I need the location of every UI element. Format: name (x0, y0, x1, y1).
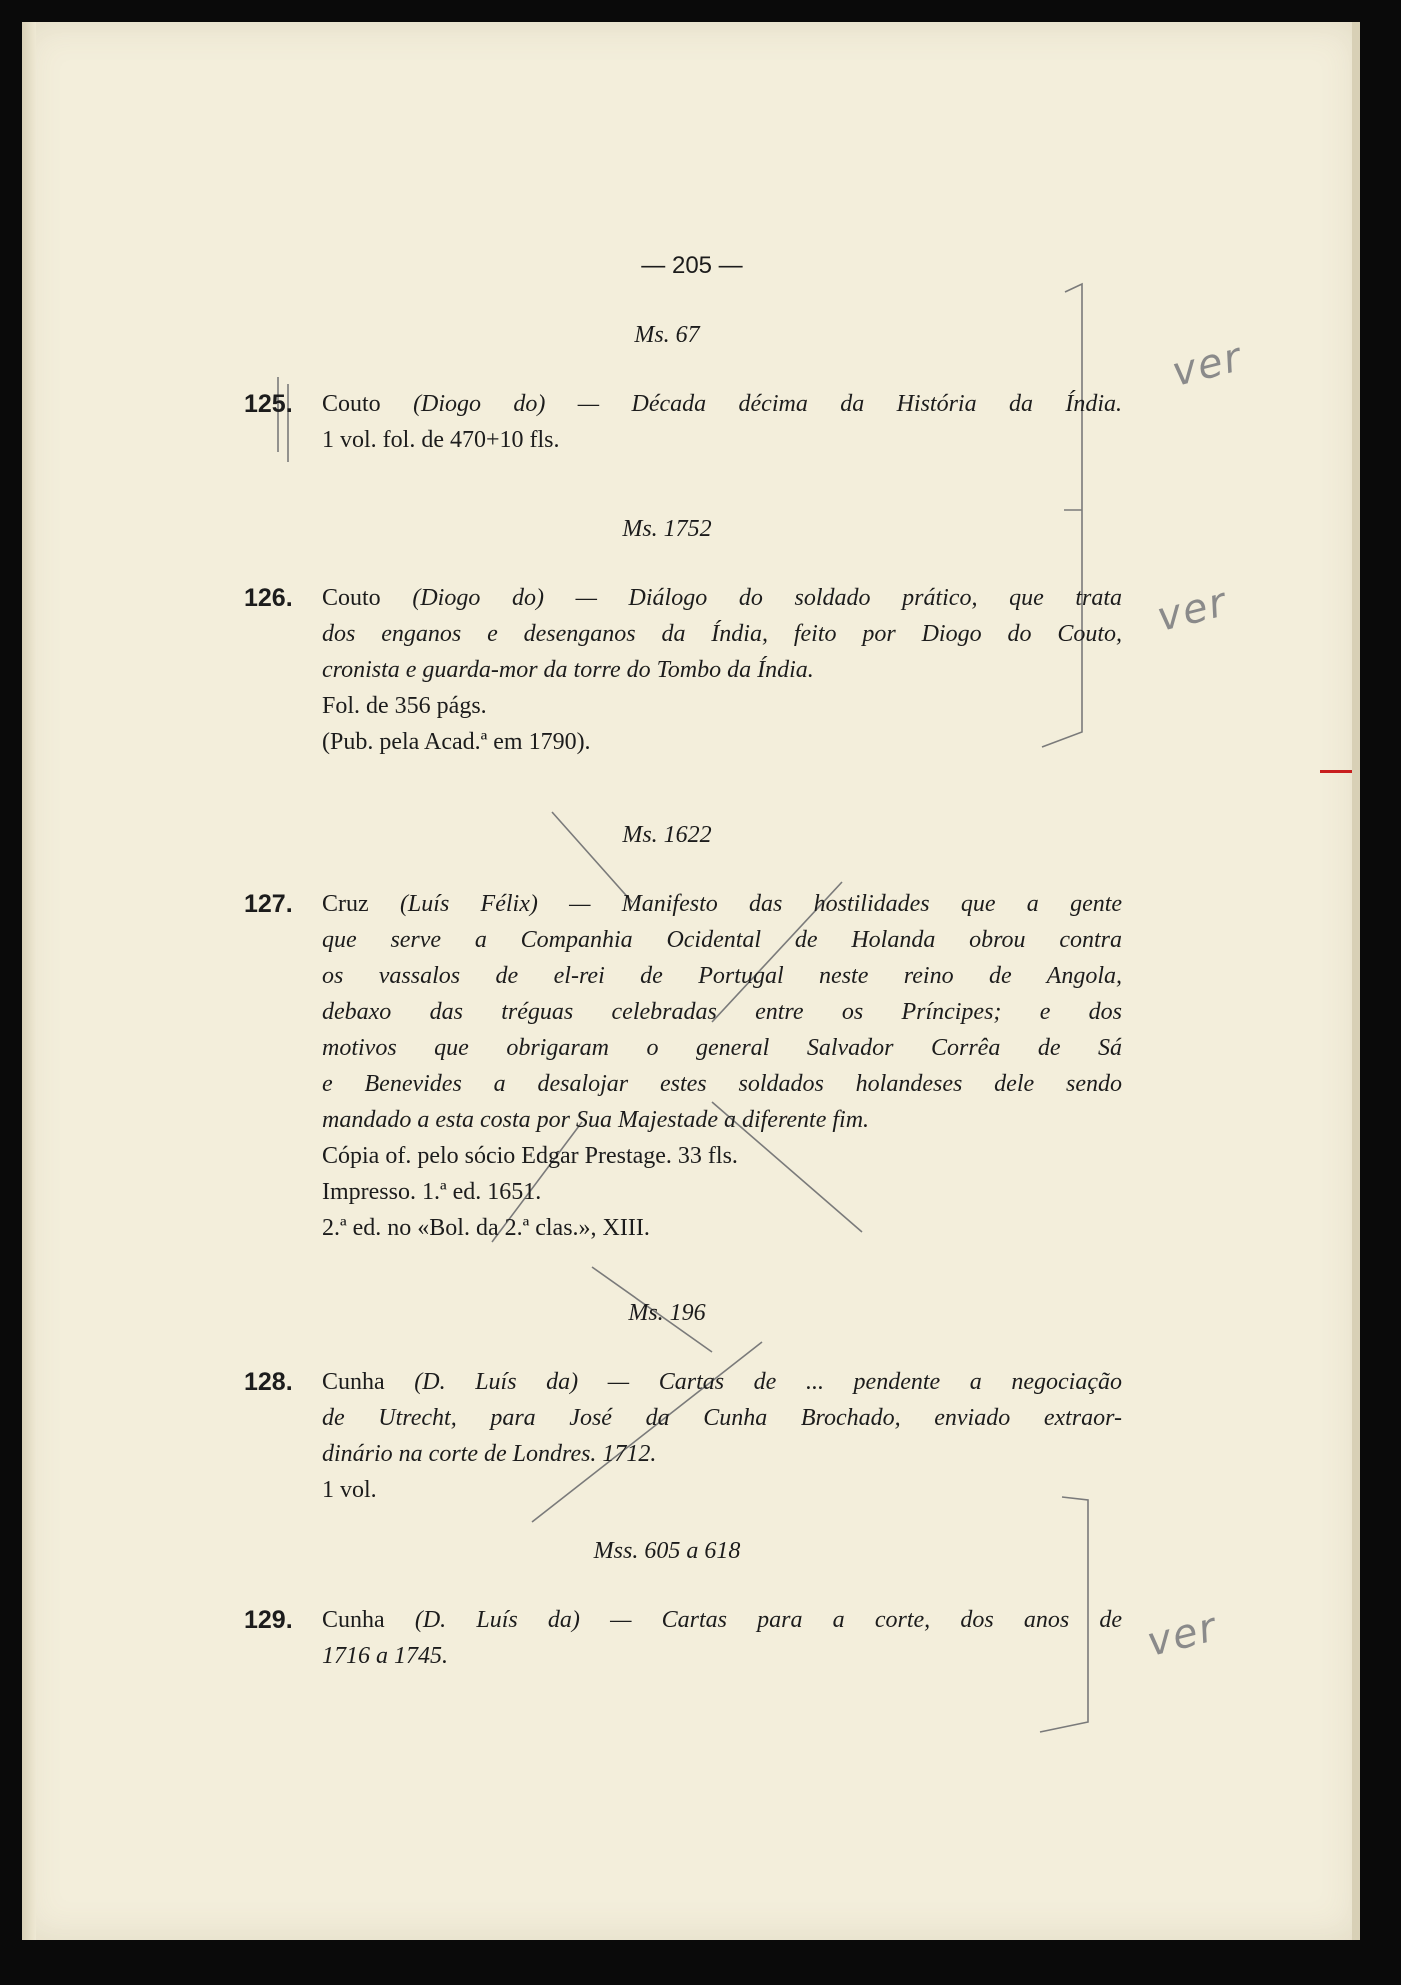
entry-title-line: mandado a esta costa por Sua Majestade a diferente fim. (322, 1107, 870, 1133)
entry-title-line: cronista e guarda-mor da torre do Tombo da Índia. (322, 657, 814, 683)
entry-title-line: de Utrecht, para José da Cunha Brochado, enviado extraor- (322, 1405, 1122, 1431)
entry-description-line: (Pub. pela Acad.ª em 1790). (322, 729, 591, 755)
entry-author-detail: (Diogo do) (412, 585, 544, 611)
entry-number: 127. (244, 890, 293, 918)
entry-description-line: 1 vol. (322, 1477, 377, 1503)
entry-title-line: dinário na corte de Londres. 1712. (322, 1441, 657, 1467)
entry-title-line: motivos que obrigaram o general Salvador Corrêa de Sá (322, 1035, 1122, 1061)
entry-title-line: — Cartas de ... pendente a negociação (607, 1369, 1123, 1395)
catalog-entry (244, 386, 1122, 458)
entry-author: Couto (322, 585, 381, 611)
entry-description-line: 2.ª ed. no «Bol. da 2.ª clas.», XIII. (322, 1215, 650, 1241)
entry-author-detail: (D. Luís da) (414, 1369, 579, 1395)
manuscript-heading: Mss. 605 a 618 (593, 1538, 741, 1564)
entry-author: Cunha (322, 1369, 385, 1395)
entry-title-line: e Benevides a desalojar estes soldados holandeses dele sendo (322, 1071, 1122, 1097)
entry-title-line: dos enganos e desenganos da Índia, feito por Diogo do Couto, (322, 621, 1122, 647)
entry-author: Cunha (322, 1607, 385, 1633)
entry-title-line: — Manifesto das hostilidades que a gente (569, 891, 1123, 917)
catalog-entry (244, 886, 1123, 1246)
catalog-entry (244, 1364, 1123, 1508)
catalog-entry (244, 580, 1123, 760)
handwritten-note: ver (1142, 1604, 1223, 1666)
entry-number: 129. (244, 1606, 293, 1634)
handwritten-note: ver (1152, 579, 1233, 641)
entry-title-line: que serve a Companhia Ocidental de Holanda obrou contra (322, 927, 1122, 953)
entry-title-line: 1716 a 1745. (322, 1643, 448, 1669)
manuscript-heading: Ms. 67 (634, 322, 700, 348)
entry-title-line: debaxo das tréguas celebradas entre os Príncipes; e dos (322, 999, 1122, 1025)
entry-number: 125. (244, 390, 293, 418)
entry-author: Cruz (322, 891, 369, 917)
entry-description-line: Fol. de 356 págs. (322, 693, 487, 719)
manuscript-heading: Ms. 1752 (622, 516, 712, 542)
entry-author-detail: (Luís Félix) (399, 891, 538, 917)
entry-title-line: — Diálogo do soldado prático, que trata (575, 585, 1123, 611)
entry-title-line: os vassalos de el-rei de Portugal neste reino de Angola, (322, 963, 1122, 989)
scanned-page (22, 22, 1360, 1940)
handwritten-note: ver (1167, 334, 1248, 396)
page-number: — 205 — (641, 252, 743, 279)
entry-number: 128. (244, 1368, 293, 1396)
entry-title-line: — Década décima da História da Índia. (577, 391, 1122, 417)
entry-author-detail: (D. Luís da) (414, 1607, 580, 1633)
entry-title-line: — Cartas para a corte, dos anos de (610, 1607, 1123, 1633)
entry-description-line: Cópia of. pelo sócio Edgar Prestage. 33 fls. (322, 1143, 738, 1169)
entry-author-detail: (Diogo do) (413, 391, 546, 417)
red-margin-mark (1320, 770, 1352, 773)
entry-number: 126. (244, 584, 293, 612)
entry-author: Couto (322, 391, 381, 417)
manuscript-heading: Ms. 1622 (622, 822, 712, 848)
catalog-entry (244, 1602, 1123, 1674)
entry-description-line: Impresso. 1.ª ed. 1651. (322, 1179, 542, 1205)
manuscript-heading: Ms. 196 (628, 1300, 706, 1326)
entry-description-line: 1 vol. fol. de 470+10 fls. (322, 427, 560, 453)
